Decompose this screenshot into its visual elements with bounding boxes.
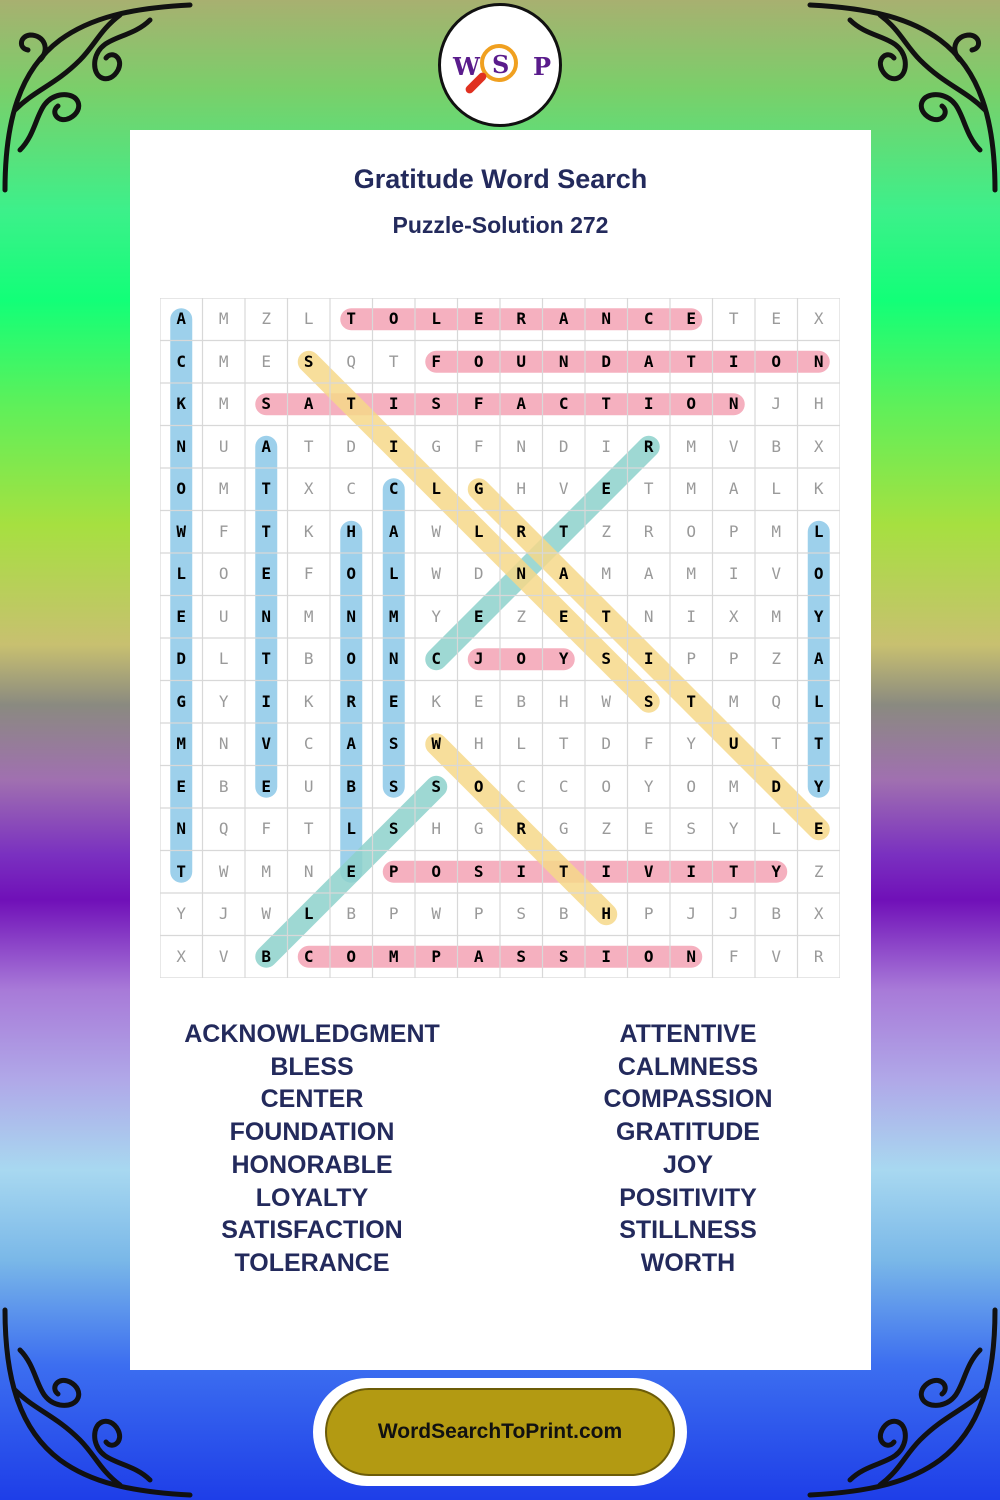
grid-cell[interactable]: F — [303, 564, 314, 583]
grid-cell[interactable]: L — [771, 479, 782, 498]
grid-cell[interactable]: S — [303, 351, 314, 371]
grid-cell[interactable]: Q — [346, 351, 357, 371]
grid-cell[interactable]: C — [303, 946, 314, 966]
grid-cell[interactable]: T — [686, 351, 697, 371]
grid-cell[interactable]: S — [643, 691, 654, 711]
grid-cell[interactable]: D — [558, 436, 569, 456]
grid-cell[interactable]: U — [218, 606, 229, 626]
grid-cell[interactable]: M — [686, 564, 697, 583]
grid-cell[interactable]: T — [346, 309, 357, 328]
grid-cell[interactable]: Y — [728, 819, 739, 838]
grid-cell[interactable]: M — [686, 436, 697, 456]
grid-cell[interactable]: J — [686, 904, 697, 923]
grid-cell[interactable]: O — [473, 776, 484, 796]
grid-cell[interactable]: Y — [643, 776, 654, 796]
grid-cell[interactable]: B — [346, 904, 357, 923]
logo-letter-s: S — [492, 50, 510, 79]
grid-cell[interactable]: Z — [601, 819, 612, 838]
wsp-logo[interactable] — [438, 3, 562, 127]
grid-cell[interactable]: Y — [813, 606, 824, 626]
grid-cell[interactable]: A — [303, 394, 314, 413]
grid-cell[interactable]: L — [771, 819, 782, 838]
grid-cell[interactable]: S — [261, 394, 272, 413]
grid-cell[interactable]: I — [516, 861, 527, 881]
grid-cell[interactable]: T — [558, 861, 569, 881]
logo-letter-w: W — [453, 52, 480, 81]
grid-cell[interactable]: E — [473, 309, 484, 328]
grid-cell[interactable]: S — [516, 904, 527, 923]
grid-cell[interactable]: N — [516, 436, 527, 456]
grid-cell[interactable]: A — [643, 564, 654, 583]
grid-cell[interactable]: J — [473, 649, 484, 668]
grid-cell[interactable]: N — [813, 351, 824, 371]
grid-cell[interactable]: L — [346, 819, 357, 838]
grid-cell[interactable]: H — [473, 734, 484, 753]
grid-cell[interactable]: V — [218, 946, 229, 966]
grid-cell[interactable]: B — [516, 691, 527, 711]
grid-cell[interactable]: T — [771, 734, 782, 753]
grid-cell[interactable]: X — [813, 436, 824, 456]
grid-cell[interactable]: N — [218, 734, 229, 753]
grid-cell[interactable]: E — [558, 606, 569, 626]
grid-cell[interactable]: F — [473, 394, 484, 413]
grid-cell[interactable]: V — [771, 564, 782, 583]
grid-cell[interactable]: G — [473, 479, 484, 498]
grid-cell[interactable]: S — [388, 734, 399, 753]
grid-cell[interactable]: X — [176, 946, 187, 966]
grid-cell[interactable]: T — [388, 351, 399, 371]
word-list-item: TOLERANCE — [234, 1248, 390, 1277]
grid-cell[interactable]: D — [771, 776, 782, 796]
grid-cell[interactable]: C — [346, 479, 357, 498]
grid-cell[interactable]: E — [473, 606, 484, 626]
grid-cell[interactable]: S — [558, 946, 569, 966]
grid-cell[interactable]: E — [346, 861, 357, 881]
grid-cell[interactable]: N — [558, 351, 569, 371]
grid-cell[interactable]: A — [516, 394, 527, 413]
grid-cell[interactable]: K — [176, 394, 187, 413]
grid-cell[interactable]: O — [601, 776, 612, 796]
grid-cell[interactable]: N — [176, 436, 187, 456]
grid-cell[interactable]: O — [813, 564, 824, 583]
grid-cell[interactable]: H — [813, 394, 824, 413]
grid-cell[interactable]: S — [601, 649, 612, 668]
word-list-item: ATTENTIVE — [619, 1020, 757, 1048]
grid-cell[interactable]: A — [558, 564, 569, 583]
grid-cell[interactable]: M — [601, 564, 612, 583]
grid-cell[interactable]: C — [558, 776, 569, 796]
grid-cell[interactable]: A — [558, 309, 569, 328]
grid-cell[interactable]: N — [728, 394, 739, 413]
grid-cell[interactable]: Q — [218, 819, 229, 838]
grid-cell[interactable]: H — [346, 521, 357, 541]
grid-cell[interactable]: E — [643, 819, 654, 838]
grid-cell[interactable]: L — [218, 649, 229, 668]
grid-cell[interactable]: O — [346, 564, 357, 583]
grid-cell[interactable]: F — [728, 946, 739, 966]
grid-cell[interactable]: X — [303, 479, 314, 498]
grid-cell[interactable]: T — [601, 394, 612, 413]
grid-cell[interactable]: T — [346, 394, 357, 413]
grid-cell[interactable]: Y — [431, 606, 442, 626]
grid-cell[interactable]: O — [431, 861, 442, 881]
grid-cell[interactable]: T — [601, 606, 612, 626]
puzzle-panel — [130, 130, 871, 1370]
grid-cell[interactable]: P — [728, 649, 739, 668]
grid-cell[interactable]: M — [388, 946, 399, 966]
grid-cell[interactable]: J — [728, 904, 739, 923]
grid-cell[interactable]: R — [516, 521, 527, 541]
grid-cell[interactable]: B — [218, 776, 229, 796]
grid-cell[interactable]: M — [218, 479, 229, 498]
grid-cell[interactable]: Y — [218, 691, 229, 711]
grid-cell[interactable]: Z — [813, 861, 824, 881]
grid-cell[interactable]: L — [303, 904, 314, 923]
grid-cell[interactable]: G — [176, 691, 187, 711]
grid-cell[interactable]: I — [643, 394, 654, 413]
grid-cell[interactable]: D — [176, 649, 187, 668]
word-list-left — [162, 1018, 462, 1280]
grid-cell[interactable]: K — [303, 521, 314, 541]
grid-cell[interactable]: K — [303, 691, 314, 711]
grid-cell[interactable]: T — [813, 734, 824, 753]
grid-cell[interactable]: G — [431, 436, 442, 456]
grid-cell[interactable]: V — [728, 436, 739, 456]
word-list-item: COMPASSION — [603, 1085, 773, 1114]
grid-cell[interactable]: M — [728, 691, 739, 711]
grid-cell[interactable]: E — [261, 564, 272, 583]
grid-cell[interactable]: L — [813, 691, 824, 711]
grid-cell[interactable]: A — [728, 479, 739, 498]
grid-cell[interactable]: W — [431, 734, 442, 753]
grid-cell[interactable]: I — [601, 861, 612, 881]
grid-cell[interactable]: A — [176, 309, 187, 328]
grid-cell[interactable]: O — [686, 394, 697, 413]
word-list-item: ACKNOWLEDGMENT — [184, 1020, 440, 1048]
grid-cell[interactable]: T — [261, 649, 272, 668]
word-list-item: BLESS — [270, 1052, 354, 1081]
grid-cell[interactable]: T — [303, 819, 314, 838]
grid-cell[interactable]: R — [516, 309, 527, 328]
grid-cell[interactable]: M — [218, 394, 229, 413]
grid-cell[interactable]: S — [431, 776, 442, 796]
grid-cell[interactable]: M — [771, 606, 782, 626]
grid-cell[interactable]: B — [346, 776, 357, 796]
grid-cell[interactable]: Y — [686, 734, 697, 753]
grid-cell[interactable]: O — [388, 309, 399, 328]
grid-cell[interactable]: N — [601, 309, 612, 328]
grid-cell[interactable]: O — [473, 351, 484, 371]
grid-cell[interactable]: E — [601, 479, 612, 498]
grid-cell[interactable]: M — [728, 776, 739, 796]
grid-cell[interactable]: E — [473, 691, 484, 711]
grid-cell[interactable]: Q — [771, 691, 782, 711]
grid-cell[interactable]: I — [388, 394, 399, 413]
grid-cell[interactable]: C — [431, 649, 442, 668]
grid-cell[interactable]: L — [431, 309, 442, 328]
grid-cell[interactable]: K — [813, 479, 824, 498]
grid-cell[interactable]: C — [303, 734, 314, 753]
logo-letter-p: P — [533, 52, 552, 81]
grid-cell[interactable]: O — [516, 649, 527, 668]
grid-cell[interactable]: R — [643, 436, 654, 456]
grid-cell[interactable]: N — [261, 606, 272, 626]
grid-cell[interactable]: D — [601, 734, 612, 753]
grid-cell[interactable]: B — [261, 946, 272, 966]
grid-cell[interactable]: X — [813, 904, 824, 923]
grid-cell[interactable]: N — [346, 606, 357, 626]
grid-cell[interactable]: Z — [261, 309, 272, 328]
grid-cell[interactable]: T — [728, 861, 739, 881]
grid-cell[interactable]: F — [473, 436, 484, 456]
grid-cell[interactable]: L — [388, 564, 399, 583]
grid-cell[interactable]: E — [261, 351, 272, 371]
site-link-button[interactable] — [313, 1378, 687, 1486]
word-list-item: GRATITUDE — [616, 1118, 760, 1147]
grid-cell[interactable]: N — [303, 861, 314, 881]
grid-cell[interactable]: P — [728, 521, 739, 541]
grid-cell[interactable]: E — [686, 309, 697, 328]
grid-cell[interactable]: C — [176, 351, 187, 371]
site-link-label: WordSearchToPrint.com — [325, 1388, 675, 1476]
grid-cell[interactable]: I — [601, 436, 612, 456]
grid-cell[interactable]: B — [771, 904, 782, 923]
page-subtitle: Puzzle-Solution 272 — [392, 212, 609, 238]
word-list-item: CALMNESS — [617, 1052, 759, 1081]
grid-cell[interactable]: W — [431, 904, 442, 923]
grid-cell[interactable]: U — [516, 351, 527, 371]
grid-cell[interactable]: Y — [176, 904, 187, 923]
grid-cell[interactable]: W — [431, 521, 442, 541]
grid-cell[interactable]: E — [176, 606, 187, 626]
grid-cell[interactable]: H — [431, 819, 442, 838]
grid-cell[interactable]: O — [218, 564, 229, 583]
grid-cell[interactable]: I — [728, 564, 739, 583]
grid-cell[interactable]: I — [261, 691, 272, 711]
grid-cell[interactable]: T — [643, 479, 654, 498]
grid-cell[interactable]: W — [261, 904, 272, 923]
grid-cell[interactable]: I — [601, 946, 612, 966]
grid-cell[interactable]: X — [813, 309, 824, 328]
grid-cell[interactable]: X — [728, 606, 739, 626]
grid-cell[interactable]: M — [686, 479, 697, 498]
grid-cell[interactable]: S — [388, 776, 399, 796]
grid-cell[interactable]: H — [516, 479, 527, 498]
grid-cell[interactable]: L — [303, 309, 314, 328]
grid-cell[interactable]: E — [771, 309, 782, 328]
grid-cell[interactable]: I — [728, 351, 739, 371]
grid-cell[interactable]: D — [473, 564, 484, 583]
grid-cell[interactable]: S — [686, 819, 697, 838]
grid-cell[interactable]: O — [686, 521, 697, 541]
word-list-item: JOY — [662, 1150, 714, 1179]
grid-cell[interactable]: R — [516, 819, 527, 838]
grid-cell[interactable]: M — [218, 351, 229, 371]
grid-cell[interactable]: L — [431, 479, 442, 498]
grid-cell[interactable]: A — [473, 946, 484, 966]
grid-cell[interactable]: D — [601, 351, 612, 371]
grid-cell[interactable]: M — [771, 521, 782, 541]
grid-cell[interactable]: Y — [558, 649, 569, 668]
grid-cell[interactable]: P — [431, 946, 442, 966]
word-list-right — [538, 1018, 838, 1280]
grid-cell[interactable]: B — [771, 436, 782, 456]
word-list-item: SATISFACTION — [221, 1216, 403, 1245]
grid-cell[interactable]: H — [601, 904, 612, 923]
grid-cell[interactable]: W — [601, 691, 612, 711]
grid-cell[interactable]: C — [558, 394, 569, 413]
grid-cell[interactable]: A — [261, 436, 272, 456]
grid-cell[interactable]: P — [686, 649, 697, 668]
grid-cell[interactable]: V — [643, 861, 654, 881]
grid-cell[interactable]: Z — [516, 606, 527, 626]
grid-cell[interactable]: O — [771, 351, 782, 371]
grid-cell[interactable]: M — [261, 861, 272, 881]
grid-cell[interactable]: T — [728, 309, 739, 328]
word-list-item: HONORABLE — [231, 1150, 393, 1179]
grid-cell[interactable]: B — [303, 649, 314, 668]
grid-cell[interactable]: I — [388, 436, 399, 456]
grid-cell[interactable]: N — [516, 564, 527, 583]
grid-cell[interactable]: C — [388, 479, 399, 498]
word-search-grid — [160, 298, 840, 978]
grid-cell[interactable]: O — [176, 479, 187, 498]
word-list-item: FOUNDATION — [229, 1118, 395, 1147]
grid-cell[interactable]: R — [643, 521, 654, 541]
grid-cell[interactable]: E — [813, 819, 824, 838]
grid-cell[interactable]: I — [643, 649, 654, 668]
grid-cell[interactable]: U — [218, 436, 229, 456]
grid-cell[interactable]: A — [346, 734, 357, 753]
grid-cell[interactable]: S — [431, 394, 442, 413]
grid-cell[interactable]: M — [303, 606, 314, 626]
grid-cell[interactable]: A — [388, 521, 399, 541]
grid-cell[interactable]: Y — [813, 776, 824, 796]
grid-cell[interactable]: R — [346, 691, 357, 711]
grid-cell[interactable]: P — [643, 904, 654, 923]
grid-cell[interactable]: O — [346, 649, 357, 668]
grid-cell[interactable]: L — [813, 521, 824, 541]
grid-cell[interactable]: M — [176, 734, 187, 753]
grid-cell[interactable]: D — [346, 436, 357, 456]
grid-cell[interactable]: E — [388, 691, 399, 711]
grid-cell[interactable]: C — [643, 309, 654, 328]
word-list-item: STILLNESS — [619, 1216, 757, 1245]
grid-cell[interactable]: C — [516, 776, 527, 796]
grid-cell[interactable]: N — [686, 946, 697, 966]
grid-cell[interactable]: M — [388, 606, 399, 626]
grid-cell[interactable]: I — [686, 606, 697, 626]
grid-cell[interactable]: L — [176, 564, 187, 583]
word-list-item: LOYALTY — [255, 1183, 369, 1212]
grid-cell[interactable]: Z — [771, 649, 782, 668]
grid-cell[interactable]: F — [643, 734, 654, 753]
grid-cell[interactable]: V — [558, 479, 569, 498]
grid-cell[interactable]: G — [558, 819, 569, 838]
grid-cell[interactable]: L — [473, 521, 484, 541]
grid-cell[interactable]: B — [558, 904, 569, 923]
grid-cell[interactable]: Z — [601, 521, 612, 541]
grid-cell[interactable]: J — [218, 904, 229, 923]
word-list-item: WORTH — [640, 1248, 736, 1277]
grid-cell[interactable]: P — [388, 861, 399, 881]
grid-cell[interactable]: T — [686, 691, 697, 711]
grid-cell[interactable]: K — [431, 691, 442, 711]
grid-cell[interactable]: F — [431, 351, 442, 371]
grid-cell[interactable]: H — [558, 691, 569, 711]
grid-cell[interactable]: T — [261, 521, 272, 541]
grid-cell[interactable]: L — [516, 734, 527, 753]
grid-cell[interactable]: G — [473, 819, 484, 838]
grid-cell[interactable]: A — [643, 351, 654, 371]
grid-cell[interactable]: Y — [771, 861, 782, 881]
grid-cell[interactable]: S — [516, 946, 527, 966]
grid-cell[interactable]: T — [303, 436, 314, 456]
grid-cell[interactable]: T — [558, 521, 569, 541]
grid-cell[interactable]: F — [218, 521, 229, 541]
grid-cell[interactable]: I — [686, 861, 697, 881]
grid-cell[interactable]: O — [346, 946, 357, 966]
grid-cell[interactable]: W — [176, 521, 187, 541]
grid-cell[interactable]: S — [473, 861, 484, 881]
grid-cell[interactable]: V — [771, 946, 782, 966]
grid-cell[interactable]: A — [813, 649, 824, 668]
grid-cell[interactable]: R — [813, 946, 824, 966]
word-list-item: CENTER — [260, 1085, 364, 1114]
grid-cell[interactable]: T — [176, 861, 187, 881]
grid-cell[interactable]: P — [473, 904, 484, 923]
grid-cell[interactable]: U — [303, 776, 314, 796]
grid-cell[interactable]: E — [176, 776, 187, 796]
grid-cell[interactable]: T — [558, 734, 569, 753]
grid-cell[interactable]: V — [261, 734, 272, 753]
grid-cell[interactable]: U — [728, 734, 739, 753]
grid-cell[interactable]: N — [176, 819, 187, 838]
grid-cell[interactable]: N — [643, 606, 654, 626]
grid-cell[interactable]: M — [218, 309, 229, 328]
grid-cell[interactable]: W — [218, 861, 229, 881]
grid-cell[interactable]: J — [771, 394, 782, 413]
grid-cell[interactable]: O — [643, 946, 654, 966]
grid-cell[interactable]: O — [686, 776, 697, 796]
grid-cell[interactable]: E — [261, 776, 272, 796]
grid-cell[interactable]: T — [261, 479, 272, 498]
grid-cell[interactable]: N — [388, 649, 399, 668]
grid-cell[interactable]: W — [431, 564, 442, 583]
grid-cell[interactable]: P — [388, 904, 399, 923]
word-list-item: POSITIVITY — [619, 1183, 757, 1212]
page-title: Gratitude Word Search — [353, 164, 648, 194]
grid-cell[interactable]: S — [388, 819, 399, 838]
grid-cell[interactable]: F — [261, 819, 272, 838]
